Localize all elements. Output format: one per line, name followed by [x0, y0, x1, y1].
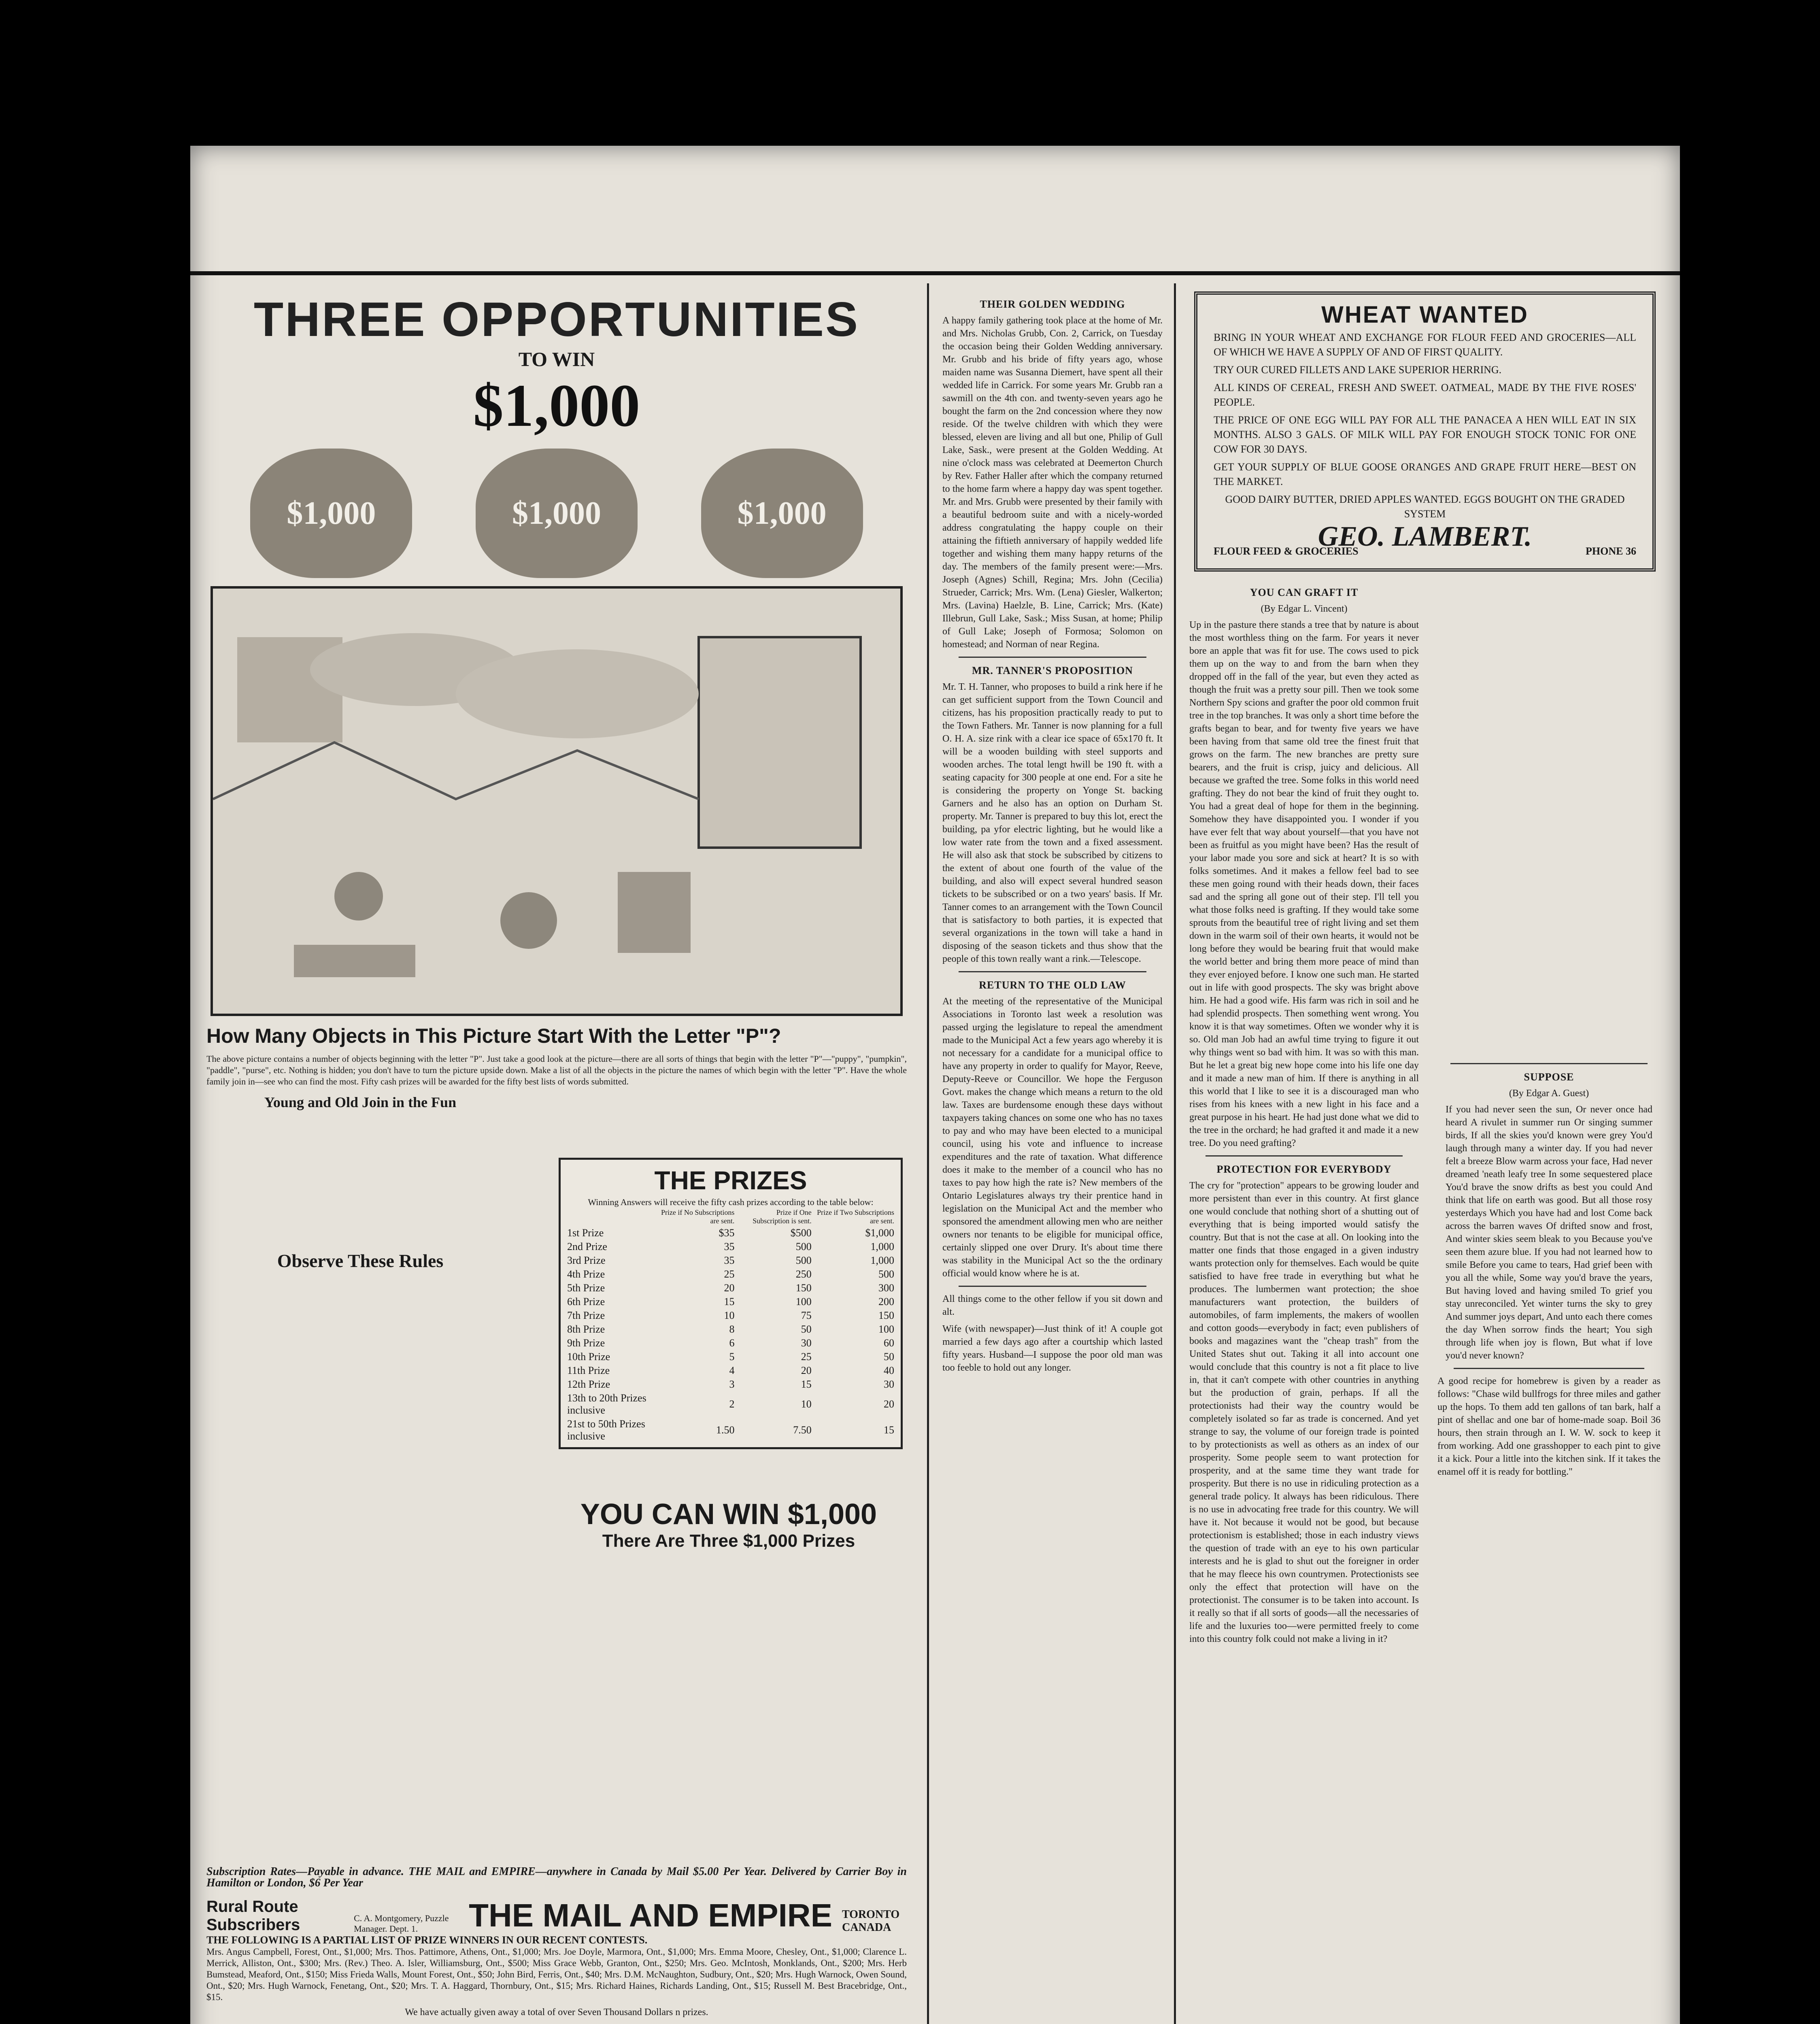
- prize-header: [565, 1208, 657, 1226]
- prize-cell: 50: [801, 1323, 812, 1335]
- column-2: [939, 291, 1166, 2024]
- prize-cell: 6th Prize: [567, 1296, 605, 1308]
- suppose-poem: [1434, 1071, 1664, 1478]
- prize-cell: 200: [878, 1296, 894, 1308]
- prize-cell: 1st Prize: [567, 1227, 604, 1239]
- rules-heading: Observe These Rules: [277, 1250, 444, 1271]
- puzzle-picture: [210, 586, 903, 1016]
- golden-wedding-story: [939, 298, 1166, 1374]
- prize-cell: 2nd Prize: [567, 1241, 607, 1252]
- prize-row: [565, 1240, 897, 1254]
- prize-table-body: [565, 1226, 897, 1443]
- filler-joke: Wife (with newspaper)—Just think of it! A couple got married a few days ago after a courtship which lasted fifty years. Husband—I suppose the poor old man was too feeble to hold out any longer.: [942, 1324, 1163, 1373]
- prize-cell: 5th Prize: [567, 1282, 605, 1294]
- divider: [959, 657, 1146, 658]
- column-3: [1186, 291, 1664, 2024]
- graft-story: [1186, 580, 1422, 1646]
- story-title: YOU CAN GRAFT IT: [1250, 587, 1359, 598]
- ad-title: THREE OPPORTUNITIES: [253, 292, 860, 347]
- homebrew-item: A good recipe for homebrew is given by a reader as follows: "Chase wild bullfrogs for three miles and gather up the hops. To them add ten gallons of tan bark, half a pint of shellac and one bar of home-made soap. Boil 36 hours, then strain through an I. W. W. sock to keep it from working. Add one grasshopper to each pint to give it a kick. Pour a little into the kitchen sink. If it takes the enamel off it is ready for bottling.": [1437, 1376, 1661, 1477]
- divider: [1206, 1155, 1403, 1157]
- protection-continued: [1434, 580, 1664, 1057]
- prize-cell: 500: [795, 1254, 812, 1266]
- prize-cell: 300: [878, 1282, 894, 1294]
- prize-cell: 7.50: [793, 1424, 812, 1436]
- ad-line: BRING IN YOUR WHEAT AND EXCHANGE FOR FLOUR FEED AND GROCERIES—ALL OF WHICH WE HAVE A SUPPLY OF AND OF FIRST QUALITY.: [1214, 332, 1636, 358]
- money-bags: [219, 449, 895, 578]
- prize-cell: 500: [878, 1268, 894, 1280]
- prize-row: [565, 1309, 897, 1322]
- newspaper-page: [190, 146, 1680, 2024]
- prize-cell: 100: [878, 1323, 894, 1335]
- prize-cell: 25: [724, 1268, 735, 1280]
- story-title: MR. TANNER'S PROPOSITION: [972, 665, 1133, 676]
- city: TORONTO CANADA: [842, 1908, 900, 1934]
- prize-cell: 13th to 20th Prizes inclusive: [567, 1392, 646, 1416]
- prize-cell: $35: [719, 1227, 735, 1239]
- story-body: A happy family gathering took place at the home of Mr. and Mrs. Nicholas Grubb, Con. 2, Carrick, on Tuesday the occasion being their Golden Wedding anniversary. Mr. Grubb and his bride of fifty years ago, whose maiden name was Susanna Diemert, have spent all their wedded life in Carrick. For some years Mr. Grubb ran a sawmill on the 4th con. and twenty-seven years ago he bought the farm on the 2nd concession where they now reside. Of the twelve children with which they were blessed, eleven are living and all but one, Philip of Gull Lake, Sask., were present at the Golden Wedding. At nine o'clock mass was celebrated at Deemerton Church by Rev. Father Haller after which the company returned to the home farm where a happy day was spent together. Mr. and Mrs. Grubb were presented by their family with a beautiful bedroom suite and with a nicely-worded address congratulating the happy couple on their attaining the fiftieth anniversary of happily wedded life together and wishing them many happy returns of the day. The members of the family present were:—Mrs. Joseph (Agnes) Schill, Regina; Mrs. John (Cecilia) Strueder, Carrick; Mrs. Wm. (Lena) Giesler, Walkerton; Mrs. (Lavina) Haelzle, B. Line, Carrick; Mrs. (Kate) Illebrun, Gull Lake, Sask.; Miss Susan, at home; Philip of Gull Lake; Joseph of Formosa; Solomon on homestead; and Norman of near Regina.: [942, 315, 1163, 650]
- win-line-2: There Are Three $1,000 Prizes: [602, 1531, 855, 1551]
- rural-route: Rural Route Subscribers: [206, 1898, 300, 1934]
- prize-cell: 250: [795, 1268, 812, 1280]
- prize-cell: $1,000: [865, 1227, 894, 1239]
- prize-cell: 9th Prize: [567, 1337, 605, 1349]
- prize-cell: 12th Prize: [567, 1378, 610, 1390]
- column-rule: [927, 283, 929, 2024]
- prize-row: [565, 1391, 897, 1417]
- prize-cell: 15: [884, 1424, 894, 1436]
- prize-row: [565, 1350, 897, 1364]
- prize-cell: 35: [724, 1241, 735, 1252]
- prize-cell: 5: [729, 1351, 735, 1363]
- divider: [959, 971, 1146, 972]
- prize-cell: 30: [801, 1337, 812, 1349]
- right-stories: [1434, 580, 1664, 1646]
- divider: [1454, 1368, 1644, 1369]
- prize-cell: 100: [795, 1296, 812, 1308]
- money-bag: $1,000: [250, 449, 412, 578]
- prize-row: [565, 1267, 897, 1281]
- prize-cell: 10th Prize: [567, 1351, 610, 1363]
- poem-byline: (By Edgar A. Guest): [1509, 1088, 1589, 1099]
- prize-header: Prize if No Subscriptions are sent.: [661, 1208, 735, 1225]
- column-rule: [1174, 283, 1176, 2024]
- story-body: Mr. T. H. Tanner, who proposes to build a rink here if he can get sufficient support from the Town Council and citizens, has his proposition practically ready to put to the Town Fathers. Mr. Tanner is now planning for a full O. H. A. size rink with a clear ice space of 65x170 ft. It will be a wooden building with steel supports and wooden arches. The total lengt hwill be 190 ft. with a seating capacity for 300 people at one end. For a site he is considering the property on Yonge St. backing Garners and he also has an option on Durham St. property. Mr. Tanner is prepared to buy this lot, erect the building, pa yfor electric lighting, but he would like a low water rate from the town and a fixed assessment. He will also ask that stock be subscribed by citizens to the extent of about one fourth of the value of the building, and also will expect several hundred season tickets to be subscribed or on a two years' basis. If Mr. Tanner comes to an arrangement with the Town Council that is satisfactory to both parties, it is expected that several organizations in the town will take a hand in disposing of the season tickets and thus show that the people of this town really want a rink.—Telescope.: [942, 682, 1163, 964]
- prize-cell: 150: [795, 1282, 812, 1294]
- winners-title: THE FOLLOWING IS A PARTIAL LIST OF PRIZE WINNERS IN OUR RECENT CONTESTS.: [206, 1934, 648, 1946]
- prize-cell: 4: [729, 1365, 735, 1376]
- prize-cell: 20: [884, 1398, 894, 1410]
- ad-line: ALL KINDS OF CEREAL, FRESH AND SWEET. OATMEAL, MADE BY THE FIVE ROSES' PEOPLE.: [1214, 382, 1636, 408]
- prize-cell: $500: [790, 1227, 812, 1239]
- subscription-rates: Subscription Rates—Payable in advance. THE MAIL and EMPIRE—anywhere in Canada by Mail $5.00 Per Year. Delivered by Carrier Boy in Hamilton or London, $6 Per Year: [206, 1865, 907, 1889]
- puzzle-manager: C. A. Montgomery, Puzzle Manager. Dept. 1.: [354, 1913, 449, 1934]
- prize-cell: 20: [724, 1282, 735, 1294]
- prize-cell: 15: [724, 1296, 735, 1308]
- prizes-box: [559, 1158, 903, 1449]
- prize-cell: 8: [729, 1323, 735, 1335]
- ad-footer: We have actually given away a total of over Seven Thousand Dollars n prizes.: [405, 2007, 708, 2018]
- ad-line: THE PRICE OF ONE EGG WILL PAY FOR ALL THE PANACEA A HEN WILL EAT IN SIX MONTHS. ALSO 3 GALS. OF MILK WILL PAY FOR ENOUGH STOCK TONIC FOR ONE COW FOR 30 DAYS.: [1214, 414, 1636, 455]
- prize-table: [565, 1208, 897, 1443]
- prize-cell: 60: [884, 1337, 894, 1349]
- story-body: Up in the pasture there stands a tree that by nature is about the most worthless thing on the farm. For years it never bore an apple that was fit for use. The cows used to pick them up on the way to and from the barn when they dropped off in the fall of the year, but even they acted as though the fruit was a pretty sour pill. Then we took some Northern Spy scions and grafter the poor old common fruit tree in the top branches. It was only a short time before the grafts began to bear, and for twenty five years we have been having from that same old tree the finest fruit that grows on the farm. The new branches are pretty sure bearers, and the fruit is crisp, juicy and delicious. All because we grafted the tree. Some folks in this world need grafting. They do not bear the kind of fruit they ought to. You had a great deal of hope for them in the beginning. Somehow they have disappointed you. I wonder if you have ever felt that way about yourself—that you have not been as fruitful as you might have been? Has the result of your labor made you sore and sick at heart? It is so with folks sometimes. And it makes a fellow feel bad to see these men going round with their heads down, their faces sad and the spring all gone out of their step. I'll tell you what those folks need is grafting. If they would take some sprouts from the beautiful tree of right living and set them down in the warm soil of their own hearts, it would not be long before they would be bearing fruit that would make the world better and bring them more peace of mind than they ever enjoyed before. I know one such man. He started out in life with good prospects. The sky was bright above him. He had a good wife. His farm was rich in soil and he had splendid prospects. Then something went wrong. You know it is that way sometimes. Often we wonder why it is so. Old man Job had an awful time trying to figure it out why things went so bad with him. It was so with this man. But he let a great big new hope come into his life one day and it made a new man of him. If there is anything in all this world that I like to see it is a discouraged man who rises from his knees with a new light in his face and a great purpose in his heart. He had just done what we did to the tree in the orchard; he had grafted it and made it a new tree. Do you need grafting?: [1189, 620, 1419, 1148]
- prize-cell: 11th Prize: [567, 1365, 610, 1376]
- money-bag: $1,000: [701, 449, 863, 578]
- ad-line: TRY OUR CURED FILLETS AND LAKE SUPERIOR HERRING.: [1214, 364, 1502, 376]
- filler-joke: All things come to the other fellow if you sit down and alt.: [942, 1294, 1163, 1317]
- divider: [959, 1286, 1146, 1287]
- prize-cell: 25: [801, 1351, 812, 1363]
- advertiser-signature: GEO. LAMBERT.: [1318, 521, 1532, 552]
- mail-empire-ad: [194, 178, 919, 2024]
- prize-cell: 4th Prize: [567, 1268, 605, 1280]
- column-3-stories: [1186, 580, 1664, 1646]
- prize-cell: 15: [801, 1378, 812, 1390]
- prize-header-row: [565, 1208, 897, 1226]
- ad-amount: $1,000: [473, 372, 640, 439]
- prize-cell: 3rd Prize: [567, 1254, 606, 1266]
- story-title: THEIR GOLDEN WEDDING: [980, 298, 1125, 310]
- prize-cell: 150: [878, 1310, 894, 1321]
- prize-cell: 75: [801, 1310, 812, 1321]
- prize-row: [565, 1336, 897, 1350]
- prizes-title: THE PRIZES: [654, 1166, 807, 1195]
- prize-row: [565, 1322, 897, 1336]
- prize-cell: 10: [801, 1398, 812, 1410]
- prize-cell: 500: [795, 1241, 812, 1252]
- story-body: At the meeting of the representative of the Municipal Associations in Toronto last week a resolution was passed urging the legislature to repeal the amendment made to the Municipal Act a few years ago whereby it is not necessary for a candidate for a municipal office to have any property in order to qualify for Mayor, Reeve, Deputy-Reeve or Councillor. We hope the Ferguson Govt. makes the change which means a return to the old law. Taxes are burdensome enough these days without taxpayers taking chances on some one who has no taxes to pay and who may have been elected to a municipal council, using his vote and influence to increase expenditures and the rate of taxation. What difference does it make to the member of a council who has no taxes to pay how high the rate is? New members of the Ontario Legislatures always try their prentice hand in legislation on the Municipal Act and the member who sponsored the amendment allowing men who are neither owners nor tenants to be eligible for municipal office, certainly slipped one over Drury. It's about time there was stability in the Municipal Act so the the ordinary official would know where he is at.: [942, 996, 1163, 1279]
- prize-row: [565, 1281, 897, 1295]
- prize-row: [565, 1364, 897, 1378]
- advertiser-business: FLOUR FEED & GROCERIES: [1214, 545, 1359, 557]
- story-title: PROTECTION FOR EVERYBODY: [1216, 1163, 1392, 1175]
- poem-title: SUPPOSE: [1524, 1071, 1574, 1083]
- win-line: YOU CAN WIN $1,000: [580, 1498, 877, 1531]
- prize-cell: 1,000: [870, 1241, 894, 1252]
- prize-header: Prize if One Subscription is sent.: [753, 1208, 812, 1225]
- prize-cell: 1,000: [870, 1254, 894, 1266]
- divider: [1450, 1063, 1648, 1064]
- prize-header: Prize if Two Subscriptions are sent.: [817, 1208, 894, 1225]
- money-bag: $1,000: [476, 449, 638, 578]
- prize-cell: 7th Prize: [567, 1310, 605, 1321]
- puzzle-text: The above picture contains a number of objects beginning with the letter "P". Just take a good look at the picture—there are all sorts of things that begin with the letter "P"—"puppy", "pumpkin", "paddle", "purse", etc. Nothing is hidden; you don't have to turn the picture upside down. Make a list of all the objects in the picture the names of which begin with the letter "P". Have the whole family join in—see who can find the most. Fifty cash prizes will be awarded for the fifty best lists of words submitted.: [206, 1054, 907, 1086]
- prize-cell: 40: [884, 1365, 894, 1376]
- story-byline: (By Edgar L. Vincent): [1261, 604, 1348, 614]
- prize-cell: 8th Prize: [567, 1323, 605, 1335]
- poem-body: If you had never seen the sun, Or never once had heard A rivulet in summer run Or singing summer birds, If all the skies you'd known were grey You'd laugh through many a winter day. If you had never felt a breeze Blow warm across your face, Had never dreamed 'neath leafy tree In some sequestered place You'd brave the snow drifts as best you could And think that life on earth was good. But all those rosy yesterdays Which you have had and lost Come back across the barren waves Of drifted snow and frost, And winter skies seem bleak to you Because you've seen them azure blue. If you had not learned how to smile Before you came to tears, Had grief been with you all the while, Some way you'd brave the years, But having loved and having smiled To grief you stay unreconciled. Yet winter turns the sky to grey And summer joys depart, And unto each there comes the day When sorrow finds the heart; You sigh through life when joy is flown, But what if love you'd never known?: [1446, 1104, 1652, 1361]
- prize-cell: 21st to 50th Prizes inclusive: [567, 1418, 645, 1442]
- prize-row: [565, 1254, 897, 1267]
- wheat-wanted-ad: [1194, 291, 1656, 572]
- prize-cell: 2: [729, 1398, 735, 1410]
- story-title: RETURN TO THE OLD LAW: [979, 979, 1126, 991]
- ad-line: GOOD DAIRY BUTTER, DRIED APPLES WANTED. EGGS BOUGHT ON THE GRADED SYSTEM: [1225, 493, 1625, 520]
- prize-row: [565, 1295, 897, 1309]
- wheat-title: WHEAT WANTED: [1321, 302, 1529, 328]
- mail-empire-name: THE MAIL AND EMPIRE: [469, 1897, 832, 1933]
- prize-cell: 50: [884, 1351, 894, 1363]
- prize-row: [565, 1226, 897, 1240]
- puzzle-illustration: [213, 589, 900, 1014]
- prize-cell: 35: [724, 1254, 735, 1266]
- prize-row: [565, 1417, 897, 1443]
- winners-list: Mrs. Angus Campbell, Forest, Ont., $1,000; Mrs. Thos. Pattimore, Athens, Ont., $1,000; Mrs. Joe Doyle, Marmora, Ont., $1,000; Mrs. Emma Moore, Chesley, Ont., $1,000; Clarence L. Merrick, Alliston, Ont., $300; Mrs. (Rev.) Theo. A. Isler, Williamsburg, Ont., $500; Miss Grace Webb, Granton, Ont., $250; Mrs. Geo. McIntosh, Monklands, Ont., $200; Mrs. Herb Bumstead, Meaford, Ont., $150; Miss Frieda Walls, Mount Forest, Ont., $50; John Bird, Ferris, Ont., $40; Mrs. D.M. McNaughton, Sudbury, Ont., $20; Mrs. Hugh Warnock, Owen Sound, Ont., $20; Mrs. Hugh Warnock, Fenetang, Ont., $20; Mrs. T. A. Haggard, Thornbury, Ont., $15; Mrs. Richard Haines, Richards Landing, Ont., $15; Russell M. Best Bracebridge, Ont., $15.: [206, 1947, 907, 2002]
- prize-cell: 20: [801, 1365, 812, 1376]
- prize-cell: 1.50: [716, 1424, 735, 1436]
- prize-cell: 10: [724, 1310, 735, 1321]
- prize-cell: 30: [884, 1378, 894, 1390]
- prize-cell: 3: [729, 1378, 735, 1390]
- young-old-heading: Young and Old Join in the Fun: [264, 1094, 457, 1110]
- prize-cell: 6: [729, 1337, 735, 1349]
- advertiser-phone: PHONE 36: [1586, 545, 1636, 557]
- prize-row: [565, 1378, 897, 1391]
- prizes-note: Winning Answers will receive the fifty cash prizes according to the table below:: [588, 1197, 874, 1207]
- story-body: The cry for "protection" appears to be growing louder and more persistent than ever in this country. At first glance one would conclude that nothing short of a shutting out of everything that is being imported would satisfy the country. But that is not the case at all. On looking into the matter one finds that those engaged in a given industry wants protection only for themselves. Each would be quite satisfied to have free trade in everything but what he produces. The lumbermen want protection; the shoe manufacturers want protection, the builders of automobiles, of farm implements, the makers of woollen and cotton goods—everybody in fact; even publishers of books and magazines want the "cheap trash" from the United States shut out. Taking it all into account one would conclude that this country is not a fit place to live in, that it can't compete with other countries in anything but the production of grain, perhaps. If all the protectionists had their way the country would be completely isolated so far as trade is concerned. And yet strange to say, the volume of our foreign trade is pointed to by protectionists as well as others as an index of our prosperity. Some people seem to want protection for prosperity, and at the same time they want trade for prosperity. But there is no use in ridiculing protection as a general trade policy. It always has been ridiculous. There is no use in advocating free trade for this country. We will have it. Not because it would not be good, but because protectionism is established; those in each industry views the question of trade with an eye to his own particular interests and he is glad to shut out the foreigner in order that he may fleece his own countrymen. Protectionists see only the effect that protection will have on the protectionist. The consumer is to be taken into account. Is it really so that if all sorts of goods—all the necessaries of life and the luxuries too—were permitted freely to come into this country folk could not make a living in it?: [1189, 1180, 1419, 1644]
- ad-to-win: TO WIN: [518, 348, 595, 370]
- ad-line: GET YOUR SUPPLY OF BLUE GOOSE ORANGES AND GRAPE FRUIT HERE—BEST ON THE MARKET.: [1214, 461, 1636, 487]
- puzzle-headline: How Many Objects in This Picture Start With the Letter "P"?: [206, 1025, 781, 1047]
